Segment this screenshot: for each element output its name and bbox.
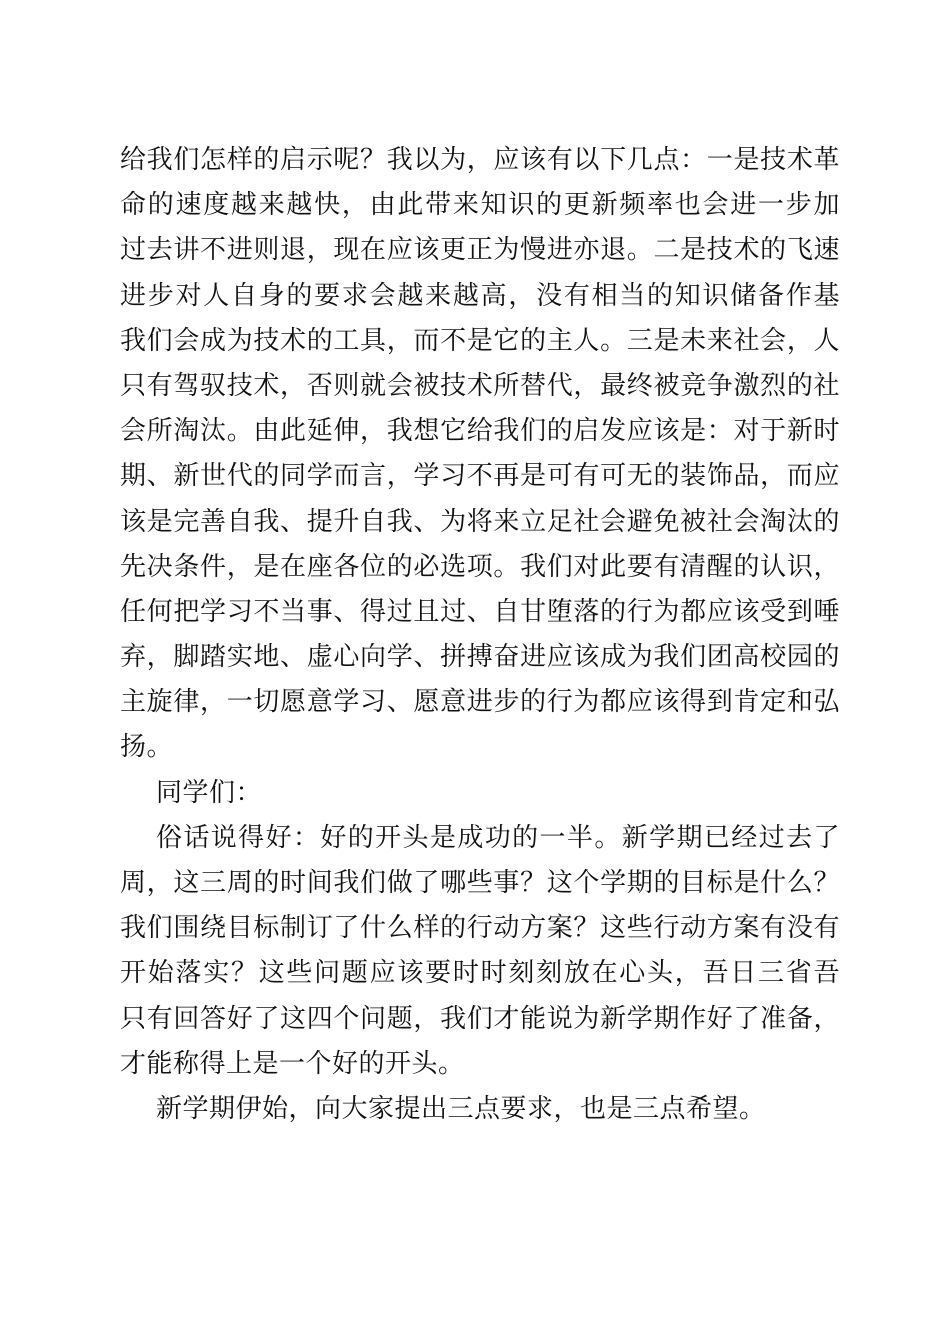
text-line: 我们会成为技术的工具，而不是它的主人。三是未来社会，人 bbox=[120, 325, 840, 356]
paragraph-1 bbox=[120, 138, 840, 771]
text-line: 主旋律，一切愿意学习、愿意进步的行为都应该得到肯定和弘 bbox=[120, 687, 840, 718]
document-body bbox=[120, 138, 840, 1132]
text-line: 周，这三周的时间我们做了哪些事？这个学期的目标是什么？ bbox=[120, 868, 840, 898]
text-line: 会所淘汰。由此延伸，我想它给我们的启发应该是：对于新时 bbox=[120, 416, 840, 447]
text-line: 期、新世代的同学而言，学习不再是可有可无的装饰品，而应 bbox=[120, 461, 840, 492]
text-line: 该是完善自我、提升自我、为将来立足社会避免被社会淘汰的 bbox=[120, 506, 840, 537]
text-line: 先决条件，是在座各位的必选项。我们对此要有清醒的认识， bbox=[120, 551, 840, 582]
text-line: 命的速度越来越快，由此带来知识的更新频率也会进一步加 bbox=[120, 190, 840, 221]
paragraph-3: 新学期伊始，向大家提出三点要求，也是三点希望。 bbox=[156, 1093, 766, 1124]
text-line: 俗话说得好：好的开头是成功的一半。新学期已经过去了 bbox=[156, 822, 840, 853]
text-line: 只有回答好了这四个问题，我们才能说为新学期作好了准备， bbox=[120, 1003, 840, 1034]
text-line: 弃，脚踏实地、虚心向学、拼搏奋进应该成为我们团高校园的 bbox=[120, 642, 840, 673]
text-line: 只有驾驭技术，否则就会被技术所替代，最终被竞争激烈的社 bbox=[120, 370, 840, 401]
salutation: 同学们： bbox=[156, 777, 263, 808]
text-line: 过去讲不进则退，现在应该更正为慢进亦退。二是技术的飞速 bbox=[120, 235, 840, 266]
text-line: 扬。 bbox=[120, 732, 174, 763]
text-line: 给我们怎样的启示呢？我以为，应该有以下几点：一是技术革 bbox=[120, 145, 840, 175]
text-line: 任何把学习不当事、得过且过、自甘堕落的行为都应该受到唾 bbox=[120, 596, 840, 627]
text-line: 我们围绕目标制订了什么样的行动方案？这些行动方案有没有 bbox=[120, 913, 840, 944]
text-line: 开始落实？这些问题应该要时时刻刻放在心头，吾日三省吾 bbox=[120, 958, 840, 989]
text-line: 才能称得上是一个好的开头。 bbox=[120, 1048, 465, 1079]
paragraph-2 bbox=[120, 816, 840, 1087]
text-line: 进步对人自身的要求会越来越高，没有相当的知识储备作基 bbox=[120, 280, 840, 311]
